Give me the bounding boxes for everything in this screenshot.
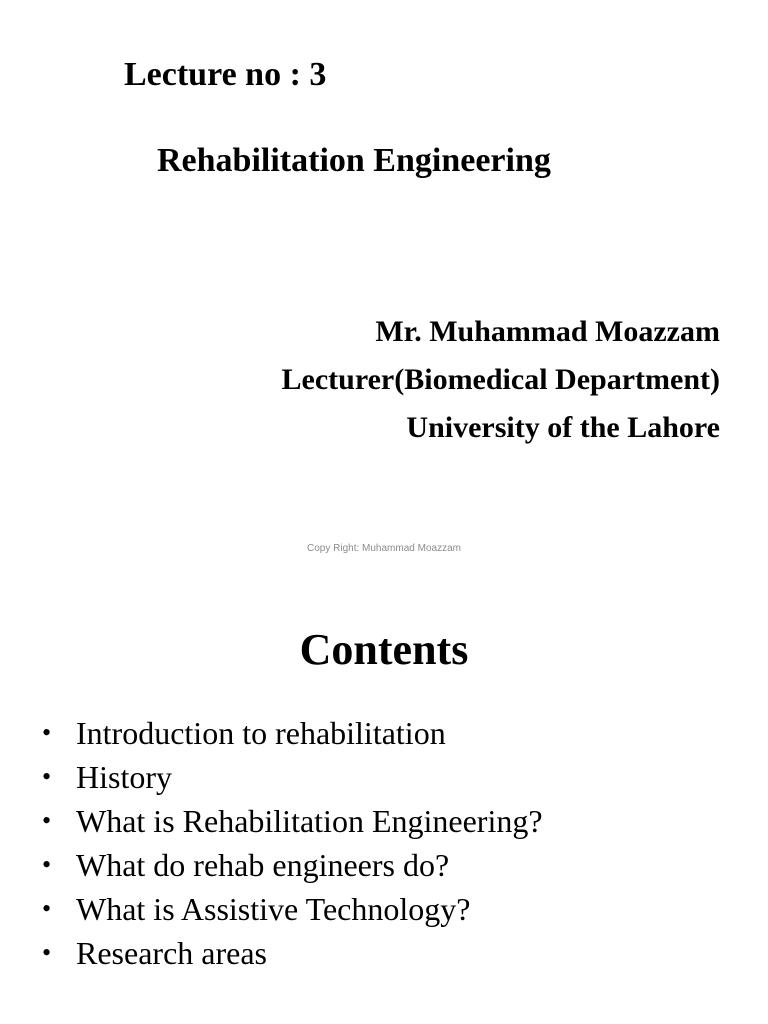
bullet-icon: •	[42, 938, 52, 967]
course-title: Rehabilitation Engineering	[157, 142, 551, 179]
contents-item	[40, 843, 543, 887]
contents-item	[40, 887, 543, 931]
contents-item-text: Introduction to rehabilitation	[76, 715, 446, 751]
bullet-icon: •	[42, 806, 52, 835]
contents-slide	[0, 580, 768, 1024]
bullet-icon: •	[42, 718, 52, 747]
contents-item-text: What do rehab engineers do?	[76, 847, 450, 883]
bullet-icon: •	[42, 894, 52, 923]
contents-item-text: What is Assistive Technology?	[76, 891, 471, 927]
contents-title: Contents	[299, 625, 469, 674]
contents-item-text: What is Rehabilitation Engineering?	[76, 803, 543, 839]
author-block	[282, 308, 720, 452]
copyright-notice: Copy Right: Muhammad Moazzam	[307, 543, 461, 554]
author-name: Mr. Muhammad Moazzam	[375, 315, 720, 348]
contents-list	[40, 711, 543, 975]
bullet-icon: •	[42, 850, 52, 879]
contents-item	[40, 931, 543, 975]
contents-item	[40, 711, 543, 755]
contents-item-text: Research areas	[76, 935, 267, 971]
lecture-number: Lecture no : 3	[124, 56, 327, 93]
contents-item-text: History	[76, 759, 172, 795]
bullet-icon: •	[42, 762, 52, 791]
author-university: University of the Lahore	[406, 411, 720, 444]
contents-item	[40, 755, 543, 799]
contents-item	[40, 799, 543, 843]
author-position: Lecturer(Biomedical Department)	[281, 363, 720, 396]
